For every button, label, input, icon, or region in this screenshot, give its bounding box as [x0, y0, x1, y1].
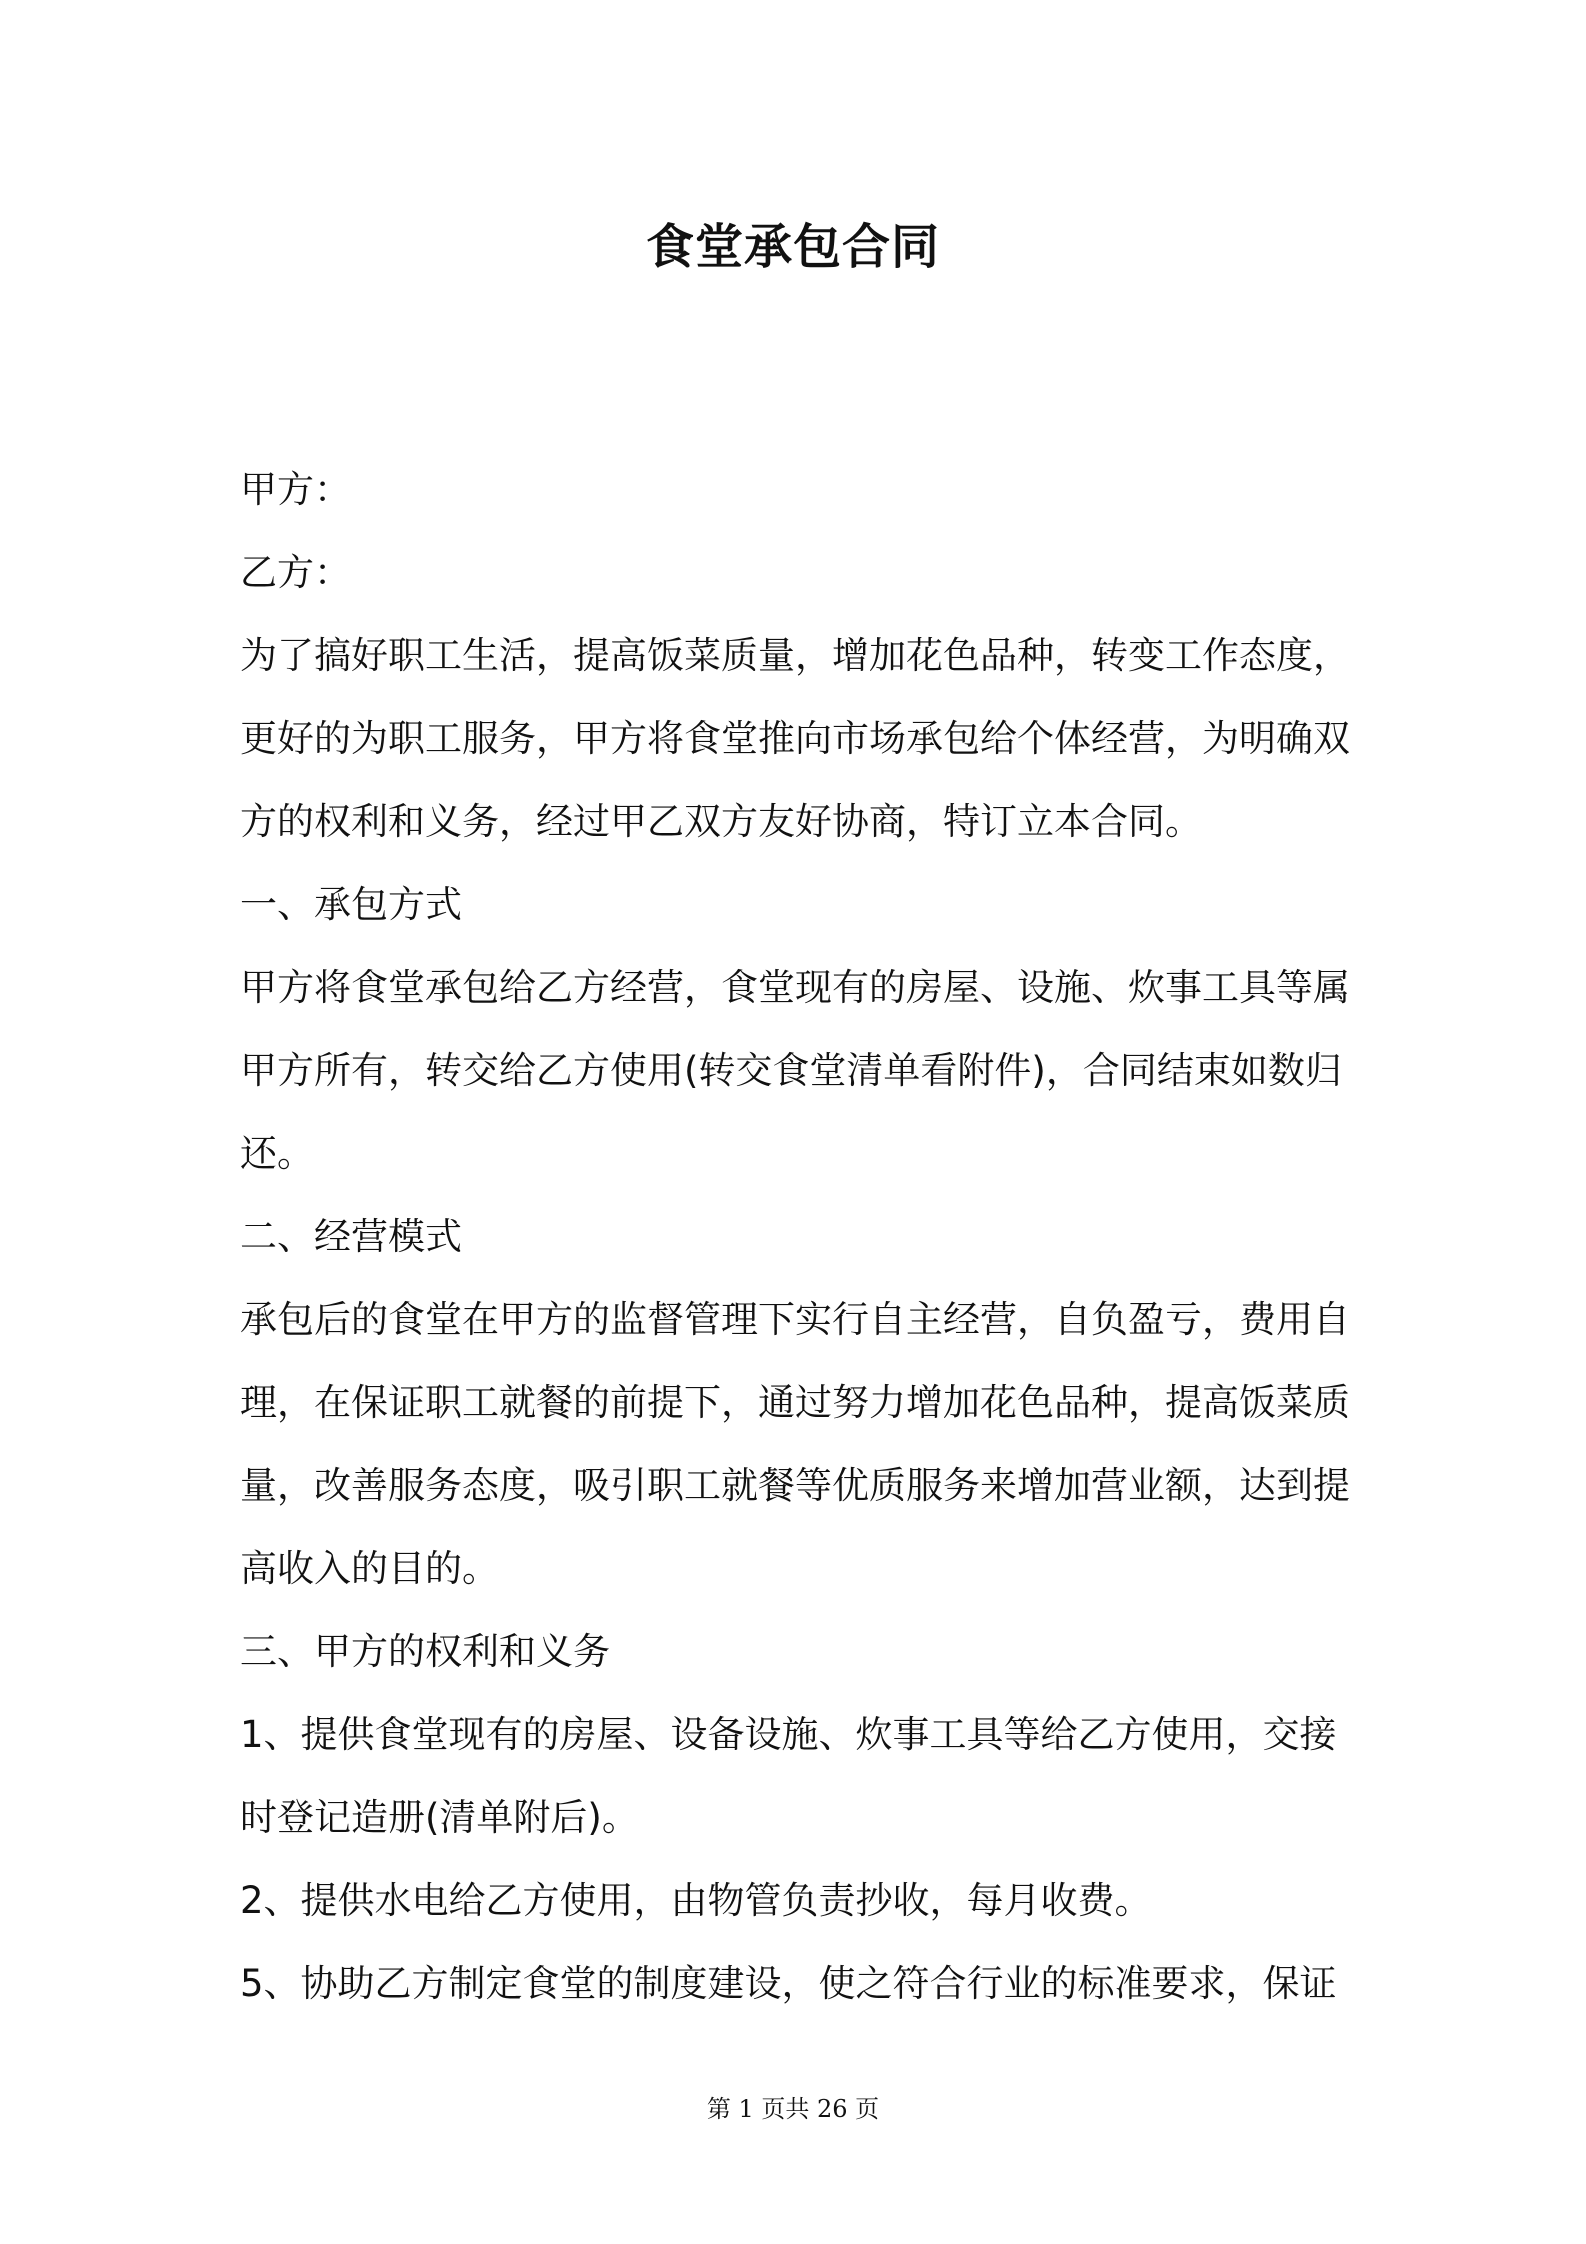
paragraph-line: 量，改善服务态度，吸引职工就餐等优质服务来增加营业额，达到提	[240, 1464, 1350, 1507]
list-item-line: 时登记造册(清单附后)。	[240, 1796, 639, 1839]
list-item-line: 5、协助乙方制定食堂的制度建设，使之符合行业的标准要求，保证	[240, 1962, 1337, 2005]
paragraph-line: 甲方将食堂承包给乙方经营，食堂现有的房屋、设施、炊事工具等属	[240, 966, 1350, 1009]
party-a-line: 甲方：	[240, 468, 351, 511]
list-item-line: 2、提供水电给乙方使用，由物管负责抄收，每月收费。	[240, 1879, 1152, 1922]
paragraph-line: 甲方所有，转交给乙方使用(转交食堂清单看附件)，合同结束如数归	[240, 1049, 1342, 1092]
paragraph-line: 还。	[240, 1132, 314, 1175]
section-heading: 三、甲方的权利和义务	[240, 1630, 610, 1673]
preamble-line: 方的权利和义务，经过甲乙双方友好协商，特订立本合同。	[240, 800, 1202, 843]
section-heading: 一、承包方式	[240, 883, 462, 926]
preamble-line: 为了搞好职工生活，提高饭菜质量，增加花色品种，转变工作态度，	[240, 634, 1350, 677]
page-footer: 第 1 页共 26 页	[706, 2095, 880, 2123]
section-heading: 二、经营模式	[240, 1215, 462, 1258]
paragraph-line: 高收入的目的。	[240, 1547, 499, 1590]
list-item-line: 1、提供食堂现有的房屋、设备设施、炊事工具等给乙方使用，交接	[240, 1713, 1337, 1756]
party-b-line: 乙方：	[240, 551, 351, 594]
document-title: 食堂承包合同	[645, 219, 940, 275]
paragraph-line: 理，在保证职工就餐的前提下，通过努力增加花色品种，提高饭菜质	[240, 1381, 1350, 1424]
document-body	[240, 448, 1350, 2025]
paragraph-line: 承包后的食堂在甲方的监督管理下实行自主经营，自负盈亏，费用自	[240, 1298, 1350, 1341]
preamble-line: 更好的为职工服务，甲方将食堂推向市场承包给个体经营，为明确双	[240, 717, 1350, 760]
